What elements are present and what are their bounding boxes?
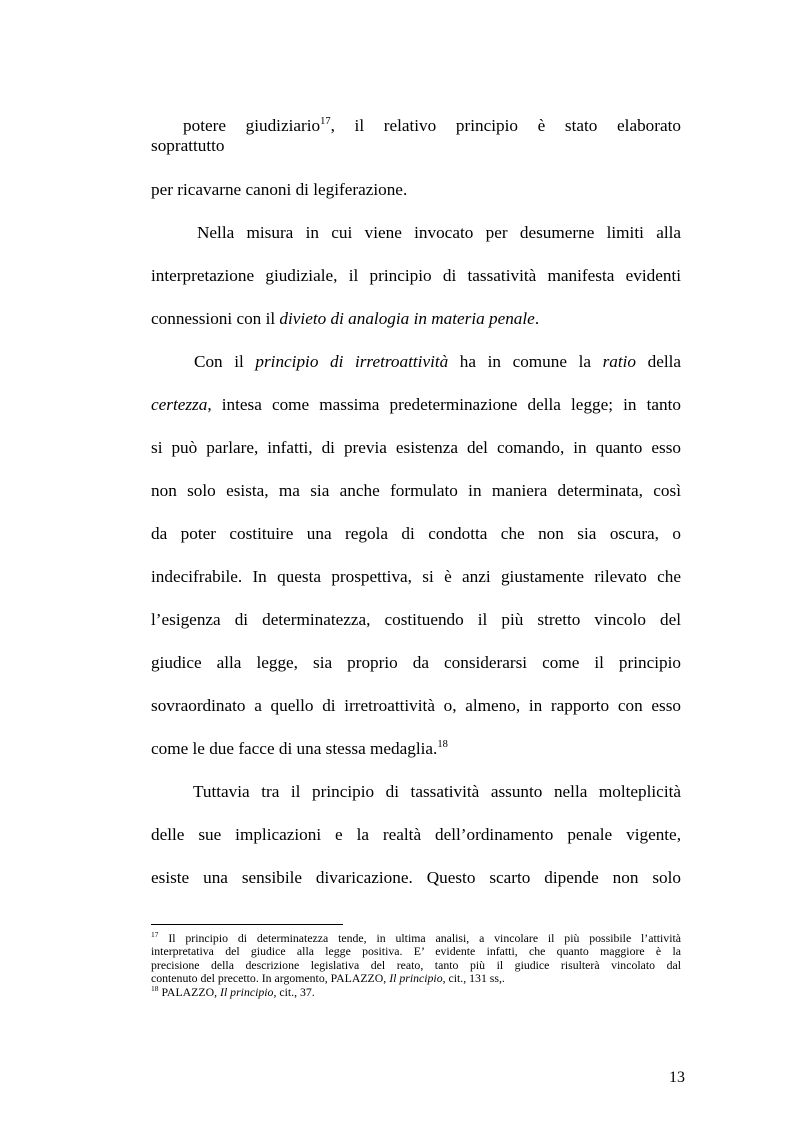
footnote-17-line-4: contenuto del precetto. In argomento, PALAZZO, Il principio, cit., 131 ss,. <box>151 971 505 986</box>
body-line-3: per ricavarne canoni di legiferazione. <box>151 180 408 199</box>
footnote-ref-17: 17 <box>320 116 331 127</box>
body-line-9: si può parlare, infatti, di previa esistenza del comando, in quanto esso <box>151 438 681 457</box>
footnote-17-line-3: precisione della descrizione legislativa del reato, tanto più il giudice risulterà vincolato dal <box>151 957 681 972</box>
body-line-13: l’esigenza di determinatezza, costituendo il più stretto vincolo del <box>151 610 681 629</box>
body-line-18: delle sue implicazioni e la realtà dell’ordinamento penale vigente, <box>151 825 681 844</box>
body-line-14: giudice alla legge, sia proprio da considerarsi come il principio <box>151 653 681 672</box>
body-line-2: soprattutto <box>151 136 225 155</box>
body-line-17: Tuttavia tra il principio di tassatività assunto nella molteplicità <box>193 782 681 801</box>
footnote-17-line-2: interpretativa del giudice alla legge positiva. E’ evidente infatti, che quanto maggiore è la <box>151 944 681 959</box>
body-line-4: Nella misura in cui viene invocato per desumerne limiti alla <box>197 223 681 242</box>
body-line-12: indecifrabile. In questa prospettiva, si è anzi giustamente rilevato che <box>151 567 681 586</box>
body-line-6: connessioni con il divieto di analogia in materia penale. <box>151 309 540 328</box>
body-line-7: Con il principio di irretroattività ha in comune la ratio della <box>194 352 682 371</box>
footnote-17-line-1: $^{17}$ Il principio di determinatezza tende, in ultima analisi, a vincolare il più possibile l’attività <box>151 930 681 945</box>
footnote-separator <box>151 924 343 925</box>
body-line-1: potere giudiziario$^{17}$, il relativo principio è stato elaborato <box>183 116 681 135</box>
body-line-5: interpretazione giudiziale, il principio di tassatività manifesta evidenti <box>151 266 681 285</box>
body-line-19: esiste una sensibile divaricazione. Questo scarto dipende non solo <box>151 868 681 887</box>
body-line-15: sovraordinato a quello di irretroattività o, almeno, in rapporto con esso <box>151 696 681 715</box>
footnote-ref-18: 18 <box>437 739 448 750</box>
footnote-18: $^{18}$ PALAZZO, Il principio, cit., 37. <box>151 983 315 999</box>
page-number: 13 <box>669 1069 685 1086</box>
body-line-10: non solo esista, ma sia anche formulato in maniera determinata, così <box>151 481 681 500</box>
body-line-16: come le due facce di una stessa medaglia.$^{18}$ <box>151 739 448 758</box>
body-line-11: da poter costituire una regola di condotta che non sia oscura, o <box>151 524 681 543</box>
body-line-8: certezza, intesa come massima predeterminazione della legge; in tanto <box>151 395 681 414</box>
